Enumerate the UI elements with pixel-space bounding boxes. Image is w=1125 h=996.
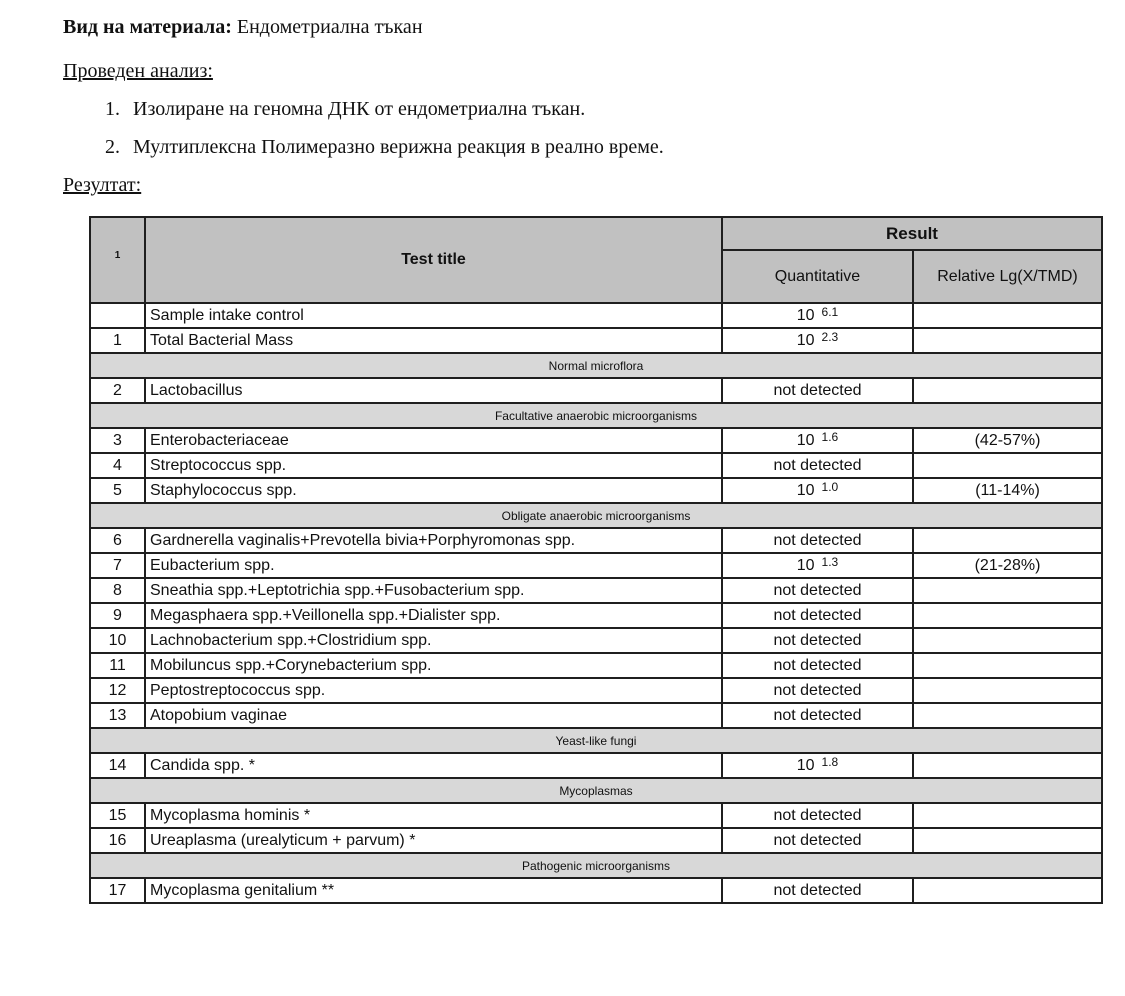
quantitative-column-header: Quantitative [722,250,913,303]
relative-value-cell: (11-14%) [913,478,1102,503]
test-title-cell: Candida spp. * [145,753,722,778]
section-row [90,403,1102,428]
analysis-list-item [105,96,1125,122]
list-item-text: Изолиране на геномна ДНК от ендометриална тъкан. [133,98,586,120]
row-number-cell: 17 [90,878,145,903]
quantitative-value-cell: not detected [722,453,913,478]
row-number-cell [90,303,145,328]
relative-column-header: Relative Lg(X/TMD) [913,250,1102,303]
test-title-cell: Lachnobacterium spp.+Clostridium spp. [145,628,722,653]
footnote-marker: 1 [114,250,121,261]
row-number-cell: 12 [90,678,145,703]
quantitative-value-cell [722,303,913,328]
table-row [90,428,1102,453]
quantitative-base: 10 [796,556,815,574]
test-title-cell: Mobiluncus spp.+Corynebacterium spp. [145,653,722,678]
test-title-cell: Enterobacteriaceae [145,428,722,453]
section-label: Normal microflora [90,353,1102,378]
row-number-cell: 3 [90,428,145,453]
relative-value-cell [913,753,1102,778]
quantitative-value-cell [722,753,913,778]
quantitative-base: 10 [796,306,815,324]
table-row [90,703,1102,728]
table-row [90,478,1102,503]
quantitative-value-cell: not detected [722,378,913,403]
list-item-text: Мултиплексна Полимеразно верижна реакция в реално време. [133,136,664,158]
header-row-top [90,217,1102,250]
table-row [90,578,1102,603]
relative-value-cell [913,528,1102,553]
quantitative-base: 10 [796,331,815,349]
quantitative-value-cell: not detected [722,528,913,553]
quantitative-value-cell: not detected [722,678,913,703]
row-number-cell: 9 [90,603,145,628]
relative-value-cell [913,628,1102,653]
result-section-label [63,172,1125,198]
results-table-header [90,217,1102,303]
row-number-cell: 5 [90,478,145,503]
relative-value-cell [913,303,1102,328]
section-label: Mycoplasmas [90,778,1102,803]
table-row [90,528,1102,553]
row-number-cell: 15 [90,803,145,828]
quantitative-value-cell: not detected [722,878,913,903]
quantitative-value-cell [722,553,913,578]
section-row [90,778,1102,803]
quantitative-exponent: 1.8 [821,754,839,769]
test-title-cell: Atopobium vaginae [145,703,722,728]
table-row [90,603,1102,628]
quantitative-value-cell [722,428,913,453]
table-row [90,453,1102,478]
test-title-cell: Mycoplasma genitalium ** [145,878,722,903]
results-table-body [90,303,1102,903]
list-item-number: 1. [105,98,120,120]
section-label: Yeast-like fungi [90,728,1102,753]
list-item-number: 2. [105,136,120,158]
quantitative-base: 10 [796,431,815,449]
relative-value-cell [913,878,1102,903]
analysis-section-label [63,58,1125,84]
test-title-cell: Gardnerella vaginalis+Prevotella bivia+Porphyromonas spp. [145,528,722,553]
quantitative-exponent: 1.0 [821,479,839,494]
test-title-cell: Staphylococcus spp. [145,478,722,503]
quantitative-value-cell: not detected [722,828,913,853]
analysis-list [63,96,1125,160]
test-title-cell: Sneathia spp.+Leptotrichia spp.+Fusobacterium spp. [145,578,722,603]
relative-value-cell: (42-57%) [913,428,1102,453]
quantitative-exponent: 2.3 [821,329,839,344]
relative-value-cell [913,378,1102,403]
row-number-cell: 7 [90,553,145,578]
material-type-line [63,14,1125,40]
quantitative-base: 10 [796,481,815,499]
section-row [90,503,1102,528]
relative-value-cell: (21-28%) [913,553,1102,578]
test-title-column-header: Test title [145,217,722,303]
table-row [90,803,1102,828]
table-row [90,678,1102,703]
material-type-value: Ендометриална тъкан [236,16,423,38]
section-label: Pathogenic microorganisms [90,853,1102,878]
table-row [90,753,1102,778]
table-row [90,628,1102,653]
row-number-cell: 2 [90,378,145,403]
relative-value-cell [913,828,1102,853]
table-row [90,878,1102,903]
quantitative-value-cell: not detected [722,803,913,828]
section-label: Obligate anaerobic microorganisms [90,503,1102,528]
quantitative-value-cell: not detected [722,603,913,628]
quantitative-value-cell: not detected [722,703,913,728]
section-label: Facultative anaerobic microorganisms [90,403,1102,428]
table-row [90,328,1102,353]
table-row [90,828,1102,853]
table-row [90,553,1102,578]
table-row [90,303,1102,328]
test-title-cell: Ureaplasma (urealyticum + parvum) * [145,828,722,853]
relative-value-cell [913,803,1102,828]
table-row [90,378,1102,403]
row-number-cell: 8 [90,578,145,603]
test-title-cell: Total Bacterial Mass [145,328,722,353]
quantitative-value-cell: not detected [722,653,913,678]
quantitative-value-cell [722,478,913,503]
quantitative-exponent: 1.3 [821,554,839,569]
quantitative-base: 10 [796,756,815,774]
result-label-text: Резултат: [63,174,142,196]
row-number-cell: 16 [90,828,145,853]
quantitative-exponent: 6.1 [821,304,839,319]
section-row [90,353,1102,378]
table-row [90,653,1102,678]
analysis-label-text: Проведен анализ: [63,60,213,82]
row-number-cell: 14 [90,753,145,778]
test-title-cell: Sample intake control [145,303,722,328]
row-number-cell: 11 [90,653,145,678]
test-title-cell: Eubacterium spp. [145,553,722,578]
relative-value-cell [913,453,1102,478]
relative-value-cell [913,653,1102,678]
relative-value-cell [913,578,1102,603]
relative-value-cell [913,328,1102,353]
result-column-header: Result [722,217,1102,250]
row-number-cell: 13 [90,703,145,728]
quantitative-value-cell [722,328,913,353]
test-title-cell: Peptostreptococcus spp. [145,678,722,703]
test-title-cell: Megasphaera spp.+Veillonella spp.+Dialister spp. [145,603,722,628]
relative-value-cell [913,678,1102,703]
quantitative-exponent: 1.6 [821,429,839,444]
row-number-cell: 10 [90,628,145,653]
relative-value-cell [913,703,1102,728]
row-number-cell: 6 [90,528,145,553]
quantitative-value-cell: not detected [722,578,913,603]
test-title-cell: Lactobacillus [145,378,722,403]
number-column-header [90,217,145,303]
row-number-cell: 4 [90,453,145,478]
results-table [89,216,1103,904]
test-title-cell: Mycoplasma hominis * [145,803,722,828]
material-type-label: Вид на материала: [63,16,232,38]
row-number-cell: 1 [90,328,145,353]
quantitative-value-cell: not detected [722,628,913,653]
section-row [90,853,1102,878]
analysis-list-item [105,134,1125,160]
section-row [90,728,1102,753]
relative-value-cell [913,603,1102,628]
test-title-cell: Streptococcus spp. [145,453,722,478]
